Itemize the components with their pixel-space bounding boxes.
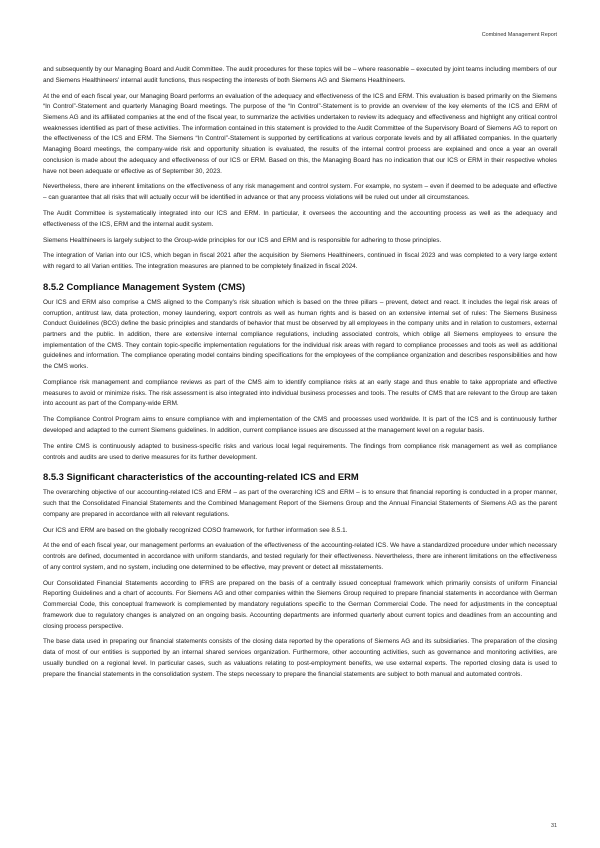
paragraph: The Audit Committee is systematically integrated into our ICS and ERM. In particular, it oversees the accounting and the accounting process as well as the adequacy and effectiveness of the ICS, ERM and the internal audit system. [43,210,557,228]
paragraph: and subsequently by our Managing Board and Audit Committee. The audit procedures for these topics will be – where reasonable – executed by joint teams including members of our and Siemens Healthineers' internal audit functions, thus respecting the interests of both Siemens AG and Siemens Healthineers. [43,66,557,84]
page-content [43,65,557,685]
paragraph: The entire CMS is continuously adapted to business-specific risks and various local legal requirements. The findings from compliance risk management as well as compliance controls and audits are used to derive measures for its further development. [43,442,557,461]
paragraph: Our ICS and ERM are based on the globally recognized COSO framework, for further information see 8.5.1. [43,526,348,534]
section-heading-accounting-ics: 8.5.3 Significant characteristics of the accounting-related ICS and ERM [43,471,359,483]
paragraph: The integration of Varian into our ICS, which began in fiscal 2021 after the acquisition by Siemens Healthineers, continued in fiscal 2023 and was completed to a very large extent with regard to all Varian entities. The integration measures are planned to be completely finalized in fiscal 2024. [43,252,557,271]
paragraph: At the end of each fiscal year, our Managing Board performs an evaluation of the adequacy and effectiveness of the ICS and ERM. This evaluation is based primarily on the Siemens “In Control”-Statement and quarterly Managing Board meetings. The purpose of the “In Control”-Statement is to provide an overview of the key elements of the ICS and ERM of Siemens AG and its affiliated companies at the end of the fiscal year, to summarize the activities undertaken to review its adequacy and effectiveness and highlight any critical control weaknesses identified as part of these activities. The information contained in this statement is provided to the Audit Committee of the Supervisory Board of Siemens AG to report on the effectiveness of the ICS and ERM. The Siemens “In Control”-Statement is supported by certifications at various corporate levels and by all affiliated companies. In the quarterly Managing Board meetings, the company-wide risk and opportunity situation is evaluated, the results of the internal control process are explained and once a year an overall conclusion is made about the adequacy and effectiveness of our ICS or ERM. Based on this, the Managing Board has no indication that our ICS or ERM in their respective wholes have not been adequate or effective as of September 30, 2023. [43,92,557,175]
paragraph: Our ICS and ERM also comprise a CMS aligned to the Company's risk situation which is based on the three pillars – prevent, detect and react. It includes the legal risk areas of corruption, antitrust law, data protection, money laundering, export controls as well as human rights and is based on an extensive internal set of rules: The Siemens Business Conduct Guidelines (BCG) define the basic principles and standards of behavior that must be observed by all employees in the company units and in relation to customers, external partners and the public. In addition, there are extensive internal compliance regulations, including associated controls, which oblige all Siemens employees to ensure the implementation of the CMS. They contain topic-specific implementation regulations for the individual risk areas with regard to compliance processes and tools as well as additional guidelines and information. The compliance operating model contains binding specifications for the employees of the compliance organization and describes responsibilities and how the CMS works. [43,298,557,371]
paragraph: Compliance risk management and compliance reviews as part of the CMS aim to identify compliance risks at an early stage and thus enable to take appropriate and effective measures to avoid or minimize risks. The risk assessment is also integrated into individual business processes and tools. The results of CMS that are relevant to the Group are taken into account as part of the Company-wide ERM. [43,379,557,408]
paragraph: At the end of each fiscal year, our management performs an evaluation of the effectiveness of the accounting-related ICS. We have a standardized procedure under which necessary controls are defined, documented in accordance with uniform standards, and tested regularly for their effectiveness. Nevertheless, there are inherent limitations on the effectiveness of any control system, and no system, including one determined to be effective, may prevent or detect all misstatements. [43,542,557,571]
page-number: 31 [551,823,557,829]
paragraph: The base data used in preparing our financial statements consists of the closing data reported by the operations of Siemens AG and its subsidiaries. The preparation of the closing data of most of our entities is supported by an internal shared services organization. Furthermore, other accounting activities, such as governance and monitoring activities, are usually bundled on a regional level. In particular cases, such as valuations relating to post-employment benefits, we use external experts. The reported closing data is used to prepare the financial statements in the consolidation system. The steps necessary to prepare the financial statements are subject to both manual and automated controls. [43,638,557,678]
paragraph: Siemens Healthineers is largely subject to the Group-wide principles for our ICS and ERM and is responsible for adhering to those principles. [43,236,442,244]
paragraph: The overarching objective of our accounting-related ICS and ERM – as part of the overarching ICS and ERM – is to ensure that financial reporting is conducted in a proper manner, such that the Consolidated Financial Statements and the Combined Management Report of the Siemens Group and the Annual Financial Statements of Siemens AG as the parent company are prepared in accordance with all relevant regulations. [43,489,557,518]
paragraph: Our Consolidated Financial Statements according to IFRS are prepared on the basis of a centrally issued conceptual framework which primarily consists of uniform Financial Reporting Guidelines and a chart of accounts. For Siemens AG and other companies within the Siemens Group required to prepare financial statements in accordance with German Commercial Code, this conceptual framework is complemented by mandatory regulations specific to the German Commercial Code. The need for adjustments in the conceptual framework due to regulatory changes is analyzed on an ongoing basis. Accounting departments are informed quarterly about current topics and deadlines from an accounting and closing process perspective. [43,579,557,630]
paragraph: Nevertheless, there are inherent limitations on the effectiveness of any risk management and control system. For example, no system – even if deemed to be adequate and effective – can guarantee that all risks that will actually occur will be identified in advance or that any process violations will be ruled out under all circumstances. [43,183,557,202]
paragraph: The Compliance Control Program aims to ensure compliance with and implementation of the CMS and processes used worldwide. It is part of the ICS and is continuously further developed and adapted to the current Siemens guidelines. In addition, current compliance issues are discussed at the management level on a regular basis. [43,416,557,434]
section-heading-cms: 8.5.2 Compliance Management System (CMS) [43,280,246,292]
running-header: Combined Management Report [481,32,557,38]
